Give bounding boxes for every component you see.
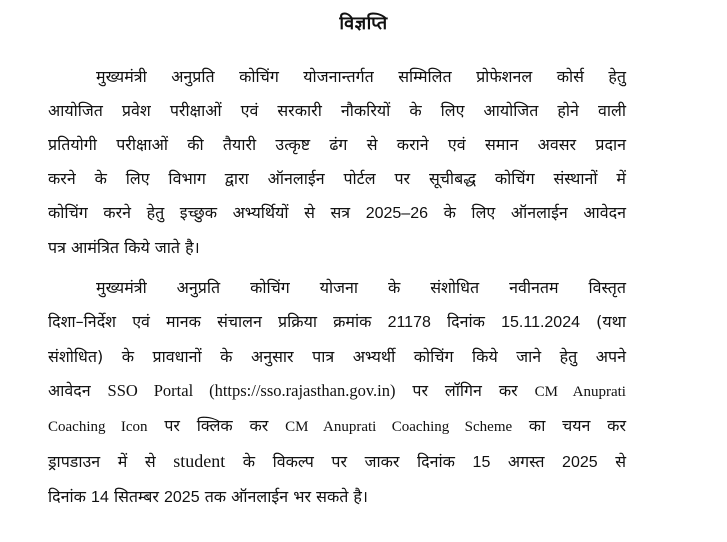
- coaching-icon-text: Coaching Icon: [48, 419, 148, 435]
- p2-line-7-pre: दिनांक: [48, 487, 86, 506]
- p1-line-5-post: के लिए ऑनलाईन आवेदन: [443, 203, 626, 222]
- p2-line-7-post: तक ऑनलाईन भर सकते है।: [204, 487, 368, 506]
- paragraph-invitation: [48, 60, 626, 265]
- p1-line-2: आयोजित प्रवेश परीक्षाओं एवं सरकारी नौकरियों के लिए आयोजित होने वाली: [48, 101, 626, 120]
- scheme-name: CM Anuprati Coaching Scheme: [285, 419, 513, 435]
- p2-line-2-post: (यथा: [596, 312, 627, 331]
- p1-line-4: करने के लिए विभाग द्वारा ऑनलाईन पोर्टल पर सूचीबद्ध कोचिंग संस्थानों में: [48, 169, 626, 188]
- p2-line-2: [48, 305, 626, 340]
- notice-title: विज्ञप्ति: [339, 13, 388, 34]
- p2-line-4-pre: आवेदन: [48, 381, 91, 400]
- p2-line-4-mid: पर लॉगिन कर: [412, 381, 518, 400]
- p2-line-7: [48, 480, 626, 515]
- end-month: सितम्बर: [113, 487, 159, 506]
- student-option: student: [173, 451, 226, 471]
- p2-line-5-post: का चयन कर: [528, 416, 627, 435]
- p1-line-5: [48, 196, 626, 231]
- p2-line-6-mid: के विकल्प पर जाकर दिनांक: [242, 452, 455, 471]
- p2-line-2-mid: दिनांक: [447, 312, 485, 331]
- paragraph-instructions: [48, 271, 626, 515]
- start-day: 15: [472, 454, 491, 471]
- p1-line-3: प्रतियोगी परीक्षाओं की तैयारी उत्कृष्ट ढंग से कराने एवं समान अवसर प्रदान: [48, 135, 626, 154]
- start-year: 2025: [562, 454, 598, 471]
- end-day: 14: [91, 489, 109, 506]
- p1-line-5-pre: कोचिंग करने हेतु इच्छुक अभ्यर्थियों से सत्र: [48, 203, 351, 222]
- p2-line-2-pre: दिशा–निर्देश एवं मानक संचालन प्रक्रिया क्रमांक: [48, 312, 372, 331]
- p2-line-5-mid: पर क्लिक कर: [164, 416, 269, 435]
- p2-line-6: [48, 444, 626, 480]
- p2-line-6-pre: ड्रापडाउन में से: [48, 452, 156, 471]
- p2-line-5: [48, 409, 626, 444]
- p2-line-6-post: से: [615, 452, 627, 471]
- p2-line-4: [48, 374, 626, 409]
- sso-portal-link[interactable]: SSO Portal (https://sso.rajasthan.gov.in): [107, 381, 396, 400]
- p2-line-1: मुख्यमंत्री अनुप्रति कोचिंग योजना के संशोधित नवीनतम विस्तृत: [96, 278, 626, 297]
- order-date: 15.11.2024: [501, 314, 580, 331]
- end-year: 2025: [164, 489, 200, 506]
- order-number: 21178: [387, 314, 431, 331]
- p1-line-1: मुख्यमंत्री अनुप्रति कोचिंग योजनान्तर्गत सम्मिलित प्रोफेशनल कोर्स हेतु: [96, 67, 626, 86]
- session-year: 2025–26: [365, 205, 428, 222]
- start-month: अगस्त: [507, 452, 545, 471]
- p1-line-6: पत्र आमंत्रित किये जाते है।: [48, 238, 200, 257]
- cm-anuprati-text: CM Anuprati: [534, 384, 626, 400]
- p2-line-3: संशोधित) के प्रावधानों के अनुसार पात्र अभ्यर्थी कोचिंग किये जाने हेतु अपने: [48, 347, 626, 366]
